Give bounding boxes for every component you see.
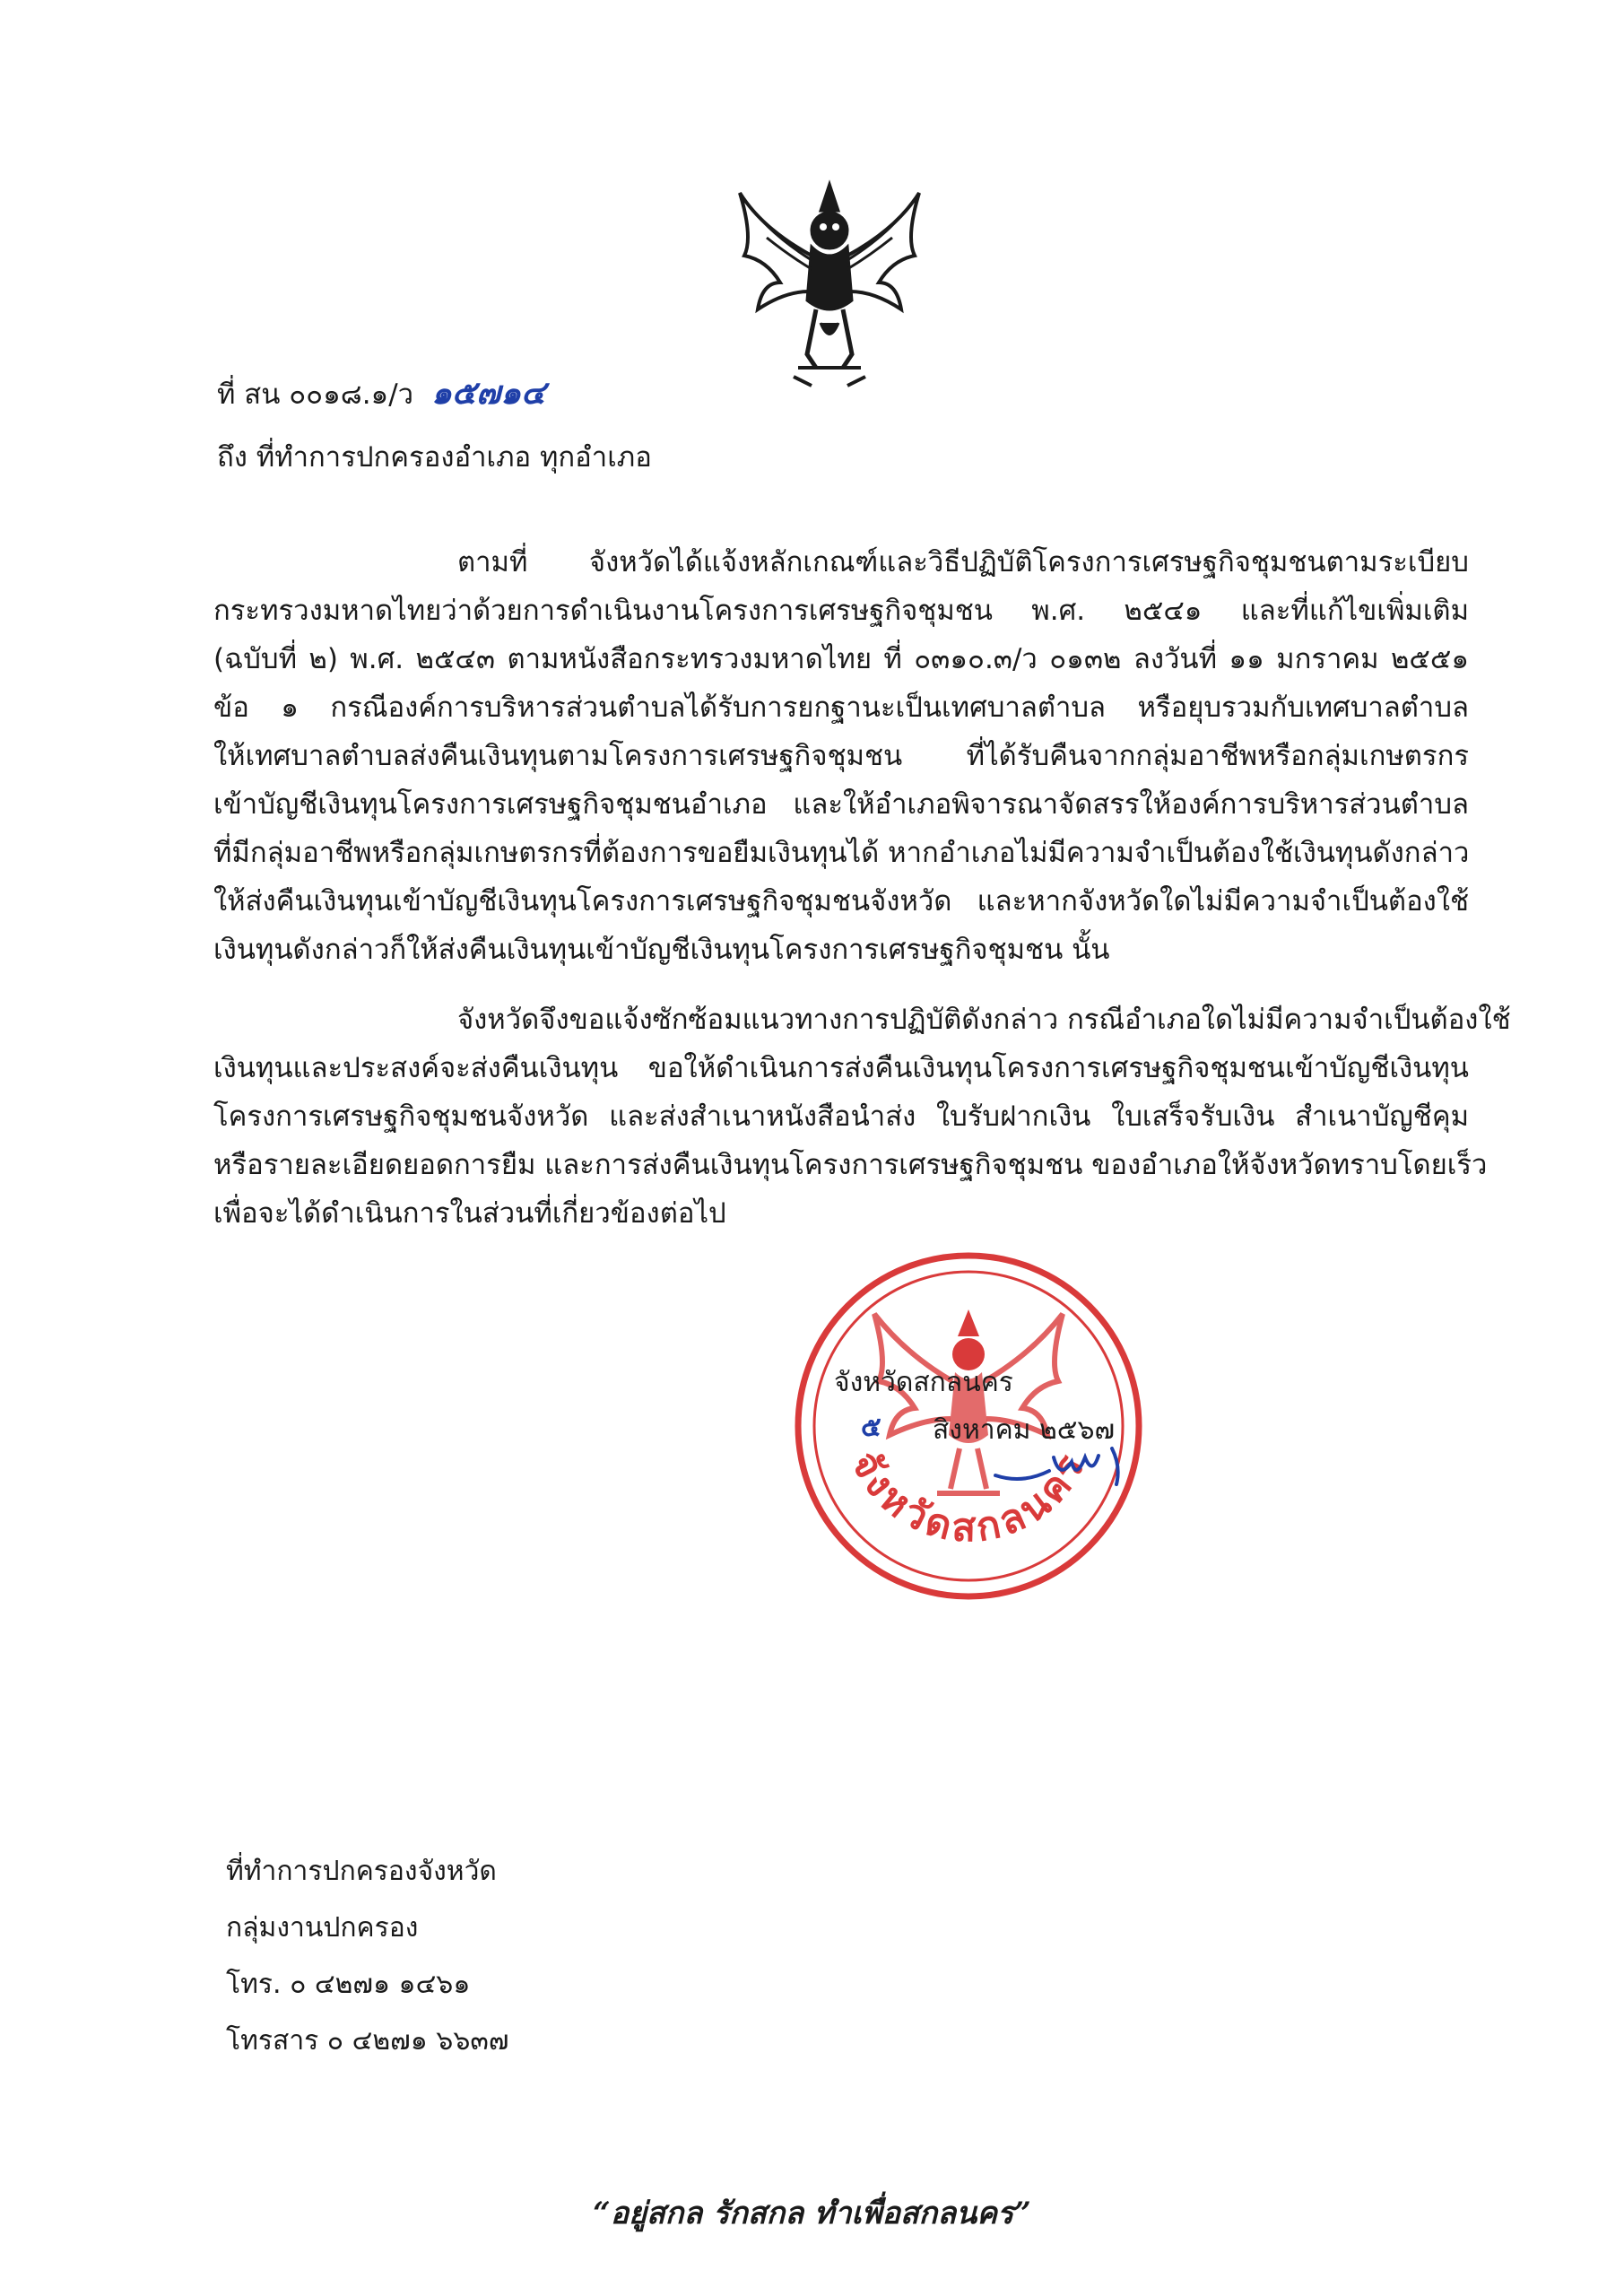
province-slogan: “อยู่สกล รักสกล ทำเพื่อสกลนคร” (593, 2196, 1031, 2231)
garuda-emblem-icon (726, 175, 933, 395)
reference-number (217, 375, 545, 413)
seal-text: จังหวัดสกลนคร (841, 1444, 1096, 1552)
paragraph-line: ให้เทศบาลตำบลส่งคืนเงินทุนตามโครงการเศรษฐกิจชุมชน ที่ได้รับคืนจากกลุ่มอาชีพหรือกลุ่มเกษตรกร (213, 740, 1469, 772)
paragraph-line: โครงการเศรษฐกิจชุมชนจังหวัด และส่งสำเนาหนังสือนำส่ง ใบรับฝากเงิน ใบเสร็จรับเงิน สำเนาบัญชีคุม (213, 1100, 1469, 1133)
paragraph-line: เข้าบัญชีเงินทุนโครงการเศรษฐกิจชุมชนอำเภอ และให้อำเภอพิจารณาจัดสรรให้องค์การบริหารส่วนตำบล (213, 788, 1469, 821)
paragraph-line: ข้อ ๑ กรณีองค์การบริหารส่วนตำบลได้รับการยกฐานะเป็นเทศบาลตำบล หรือยุบรวมกับเทศบาลตำบล (213, 691, 1469, 724)
handwritten-signature-icon (986, 1431, 1175, 1493)
footer-phone: โทร. ๐ ๔๒๗๑ ๑๔๖๑ (226, 1969, 471, 2000)
paragraph-line: หรือรายละเอียดยอดการยืม และการส่งคืนเงินทุนโครงการเศรษฐกิจชุมชน ของอำเภอให้จังหวัดทราบโดยเร็ว (213, 1149, 1488, 1181)
paragraph-line: จังหวัดจึงขอแจ้งซักซ้อมแนวทางการปฏิบัติดังกล่าว กรณีอำเภอใดไม่มีความจำเป็นต้องใช้ (457, 1004, 1511, 1036)
paragraph-line: เงินทุนและประสงค์จะส่งคืนเงินทุน ขอให้ดำเนินการส่งคืนเงินทุนโครงการเศรษฐกิจชุมชนเข้าบัญชีเงินทุน (213, 1052, 1469, 1084)
footer-division: กลุ่มงานปกครอง (226, 1912, 419, 1944)
body-paragraph-2 (213, 996, 1511, 1238)
reference-number-text: ที่ สน ๐๐๑๘.๑/ว (217, 378, 414, 411)
signature-province: จังหวัดสกลนคร (834, 1367, 1013, 1398)
paragraph-line: ตามที่ จังหวัดได้แจ้งหลักเกณฑ์และวิธีปฏิบัติโครงการเศรษฐกิจชุมชนตามระเบียบ (457, 546, 1469, 578)
paragraph-line: เพื่อจะได้ดำเนินการในส่วนที่เกี่ยวข้องต่อไป (213, 1197, 726, 1230)
paragraph-line: เงินทุนดังกล่าวก็ให้ส่งคืนเงินทุนเข้าบัญชีเงินทุนโครงการเศรษฐกิจชุมชน นั้น (213, 934, 1110, 966)
paragraph-line: กระทรวงมหาดไทยว่าด้วยการดำเนินงานโครงการเศรษฐกิจชุมชน พ.ศ. ๒๕๔๑ และที่แก้ไขเพิ่มเติม (213, 595, 1469, 627)
footer-office: ที่ทำการปกครองจังหวัด (226, 1856, 497, 1887)
body-paragraph-1 (213, 538, 1469, 974)
footer-fax: โทรสาร ๐ ๔๒๗๑ ๖๖๓๗ (226, 2025, 509, 2057)
paragraph-line: (ฉบับที่ ๒) พ.ศ. ๒๕๔๓ ตามหนังสือกระทรวงมหาดไทย ที่ ๐๓๑๐.๓/ว ๐๑๓๒ ลงวันที่ ๑๑ มกราคม ๒๕๕๑ (213, 643, 1469, 675)
paragraph-line: ที่มีกลุ่มอาชีพหรือกลุ่มเกษตรกรที่ต้องการขอยืมเงินทุนได้ หากอำเภอไม่มีความจำเป็นต้องใช้เงินทุนดังกล่าว (213, 837, 1470, 869)
contact-footer (226, 1843, 508, 2069)
addressee-line: ถึง ที่ทำการปกครองอำเภอ ทุกอำเภอ (217, 441, 652, 474)
paragraph-line: ให้ส่งคืนเงินทุนเข้าบัญชีเงินทุนโครงการเศรษฐกิจชุมชนจังหวัด และหากจังหวัดใดไม่มีความจำเป็นต้องใช้ (213, 885, 1469, 918)
signature-day-handwritten: ๕ (861, 1412, 881, 1443)
reference-number-handwritten: ๑๕๗๑๔ (430, 374, 546, 412)
signature-date: สิงหาคม ๒๕๖๗ (933, 1414, 1116, 1446)
